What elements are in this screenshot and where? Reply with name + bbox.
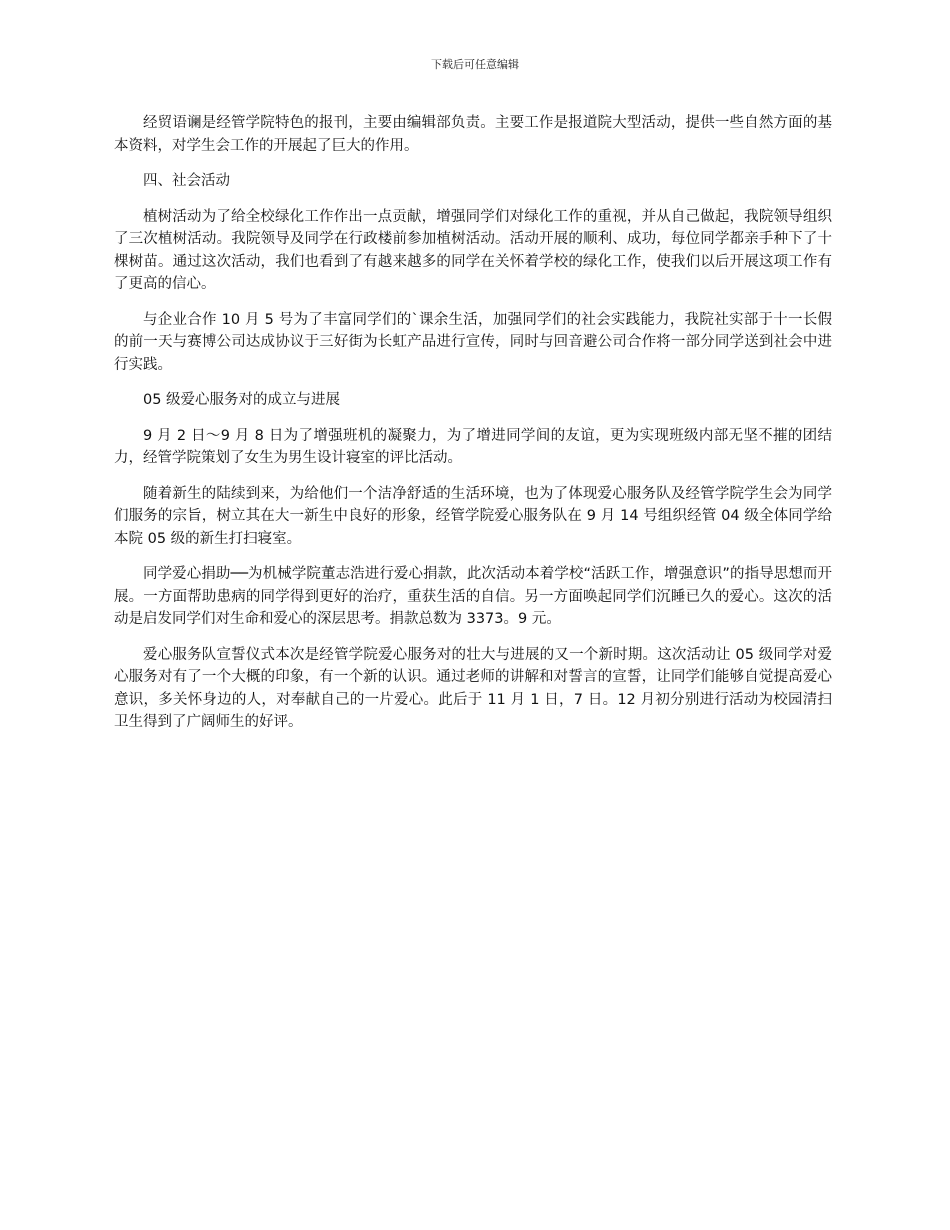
paragraph-publication: 经贸语谰是经管学院特色的报刊，主要由编辑部负责。主要工作是报道院大型活动，提供一些自然方面的基本资料，对学生会工作的开展起了巨大的作用。 bbox=[114, 115, 832, 154]
paragraph-freshman-cleaning: 随着新生的陆续到来，为给他们一个洁净舒适的生活环境，也为了体现爱心服务队及经管学院学生会为同学们服务的宗旨，树立其在大一新生中良好的形象，经管学院爱心服务队在 9 月 14 号组织经管 04 级全体同学给本院 05 级的新生打扫寝室。 bbox=[114, 485, 832, 547]
page-header: 下载后可任意编辑 bbox=[431, 58, 519, 71]
paragraph-dorm-design: 9 月 2 日～9 月 8 日为了增强班机的凝聚力，为了增进同学间的友谊，更为实现班级内部无坚不摧的团结力，经管学院策划了女生为男生设计寝室的评比活动。 bbox=[114, 427, 832, 466]
document-body bbox=[114, 112, 832, 747]
paragraph-tree-planting: 植树活动为了给全校绿化工作作出一点贡献，增强同学们对绿化工作的重视，并从自己做起，我院领导组织了三次植树活动。我院领导及同学在行政楼前参加植树活动。活动开展的顺利、成功，每位同学都亲手种下了十棵树苗。通过这次活动，我们也看到了有越来越多的同学在关怀着学校的绿化工作，使我们以后开展这项工作有了更高的信心。 bbox=[114, 208, 832, 292]
section-heading-social-activities: 四、社会活动 bbox=[143, 173, 230, 189]
paragraph-enterprise-cooperation: 与企业合作 10 月 5 号为了丰富同学们的`课余生活，加强同学们的社会实践能力，我院社实部于十一长假的前一天与赛博公司达成协议于三好街为长虹产品进行宣传，同时与回音避公司合作将一部分同学送到社会中进行实践。 bbox=[114, 311, 832, 373]
paragraph-donation: 同学爱心捐助──为机械学院董志浩进行爱心捐款，此次活动本着学校“活跃工作，增强意识”的指导思想而开展。一方面帮助患病的同学得到更好的治疗，重获生活的自信。另一方面唤起同学们沉睡已久的爱心。这次的活动是启发同学们对生命和爱心的深层思考。捐款总数为 3373。9 元。 bbox=[114, 566, 832, 627]
section-heading-volunteer-team: 05 级爱心服务对的成立与进展 bbox=[143, 392, 341, 408]
paragraph-oath-ceremony: 爱心服务队宣誓仪式本次是经管学院爱心服务对的壮大与进展的又一个新时期。这次活动让 05 级同学对爱心服务对有了一个大概的印象，有一个新的认识。通过老师的讲解和对誓言的宣誓，让同学们能够自觉提高爱心意识，多关怀身边的人，对奉献自己的一片爱心。此后于 11 月 1 日，7 日。12 月初分别进行活动为校园清扫卫生得到了广阔师生的好评。 bbox=[114, 646, 832, 730]
